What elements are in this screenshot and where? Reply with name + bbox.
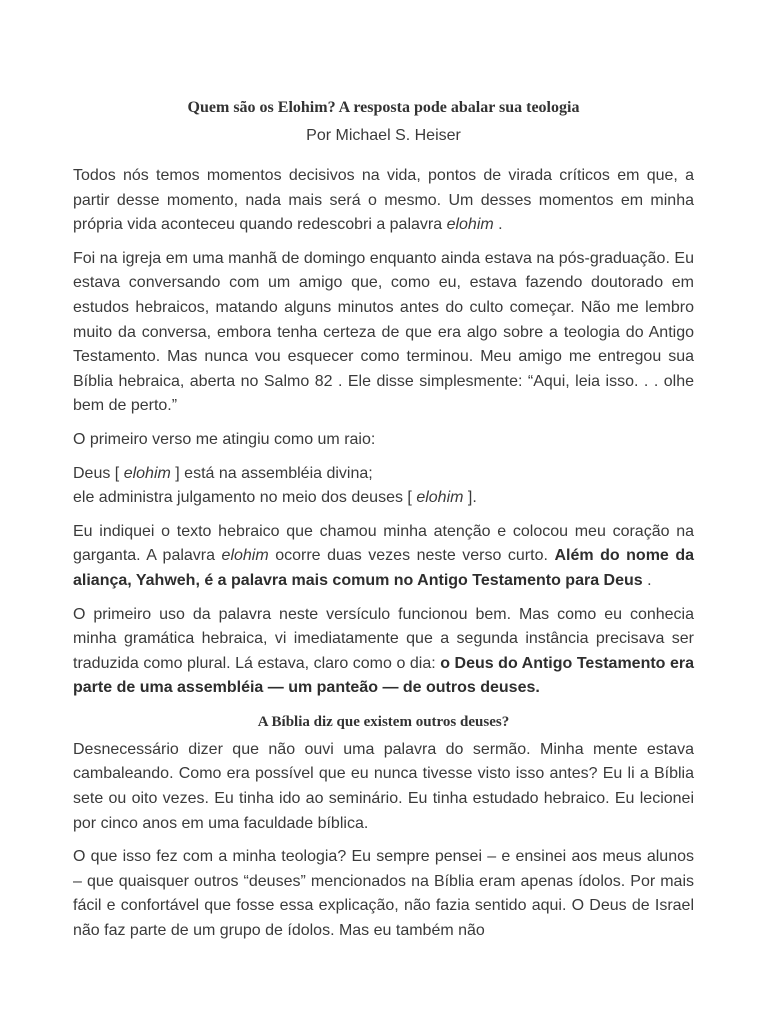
paragraph-1-text: Todos nós temos momentos decisivos na vida, pontos de virada críticos em que, a partir desse momento, nada mais será o mesmo. Um desses momentos em minha própria vida aconteceu quando redescobri a palavra — [73, 167, 694, 234]
paragraph-5-text: O primeiro uso da palavra neste versículo funcionou bem. Mas como eu conhecia minha gramática hebraica, vi imediatamente que a segunda instância precisava ser traduzida como plural. Lá estava, claro como o dia: — [73, 605, 694, 672]
verse-line-2-start: ele administra julgamento no meio dos deuses [ — [73, 489, 417, 507]
verse-line-1-end: ] está na assembléia divina; — [170, 464, 373, 482]
section-heading: A Bíblia diz que existem outros deuses? — [257, 713, 510, 730]
psalm-verse — [73, 462, 694, 511]
verse-line-1 — [73, 462, 694, 487]
paragraph-4-emphasis: elohim — [221, 547, 269, 565]
paragraph-7: O que isso fez com a minha teologia? Eu sempre pensei – e ensinei aos meus alunos – que quaisquer outros “deuses” mencionados na Bíblia eram apenas ídolos. Por mais fácil e confortável que fosse essa explicação, não fazia sentido aqui. O Deus de Israel não faz parte de um grupo de ídolos. Mas eu também não — [73, 848, 694, 940]
paragraph-4-end: . — [642, 571, 652, 589]
paragraph-5 — [73, 603, 694, 701]
paragraph-1 — [73, 164, 694, 238]
paragraph-6: Desnecessário dizer que não ouvi uma palavra do sermão. Minha mente estava cambaleando. Como era possível que eu nunca tivesse visto isso antes? Eu li a Bíblia sete ou oito vezes. Eu tinha ido ao seminário. Eu tinha estudado hebraico. Eu lecionei por cinco anos em uma faculdade bíblica. — [73, 740, 694, 832]
paragraph-4 — [73, 520, 694, 594]
paragraph-5-bold: o Deus do Antigo Testamento era parte de uma assembléia — um panteão — de outros deuses. — [73, 654, 694, 697]
author-byline: Por Michael S. Heiser — [306, 127, 461, 144]
paragraph-3: O primeiro verso me atingiu como um raio: — [73, 430, 376, 448]
paragraph-4-text: Eu indiquei o texto hebraico que chamou minha atenção e colocou meu coração na garganta. A palavra — [73, 522, 694, 565]
paragraph-4-bold: Além do nome da aliança, Yahweh, é a palavra mais comum no Antigo Testamento para Deus — [73, 547, 695, 589]
verse-line-2 — [73, 486, 694, 511]
paragraph-4-mid: ocorre duas vezes neste verso curto. — [268, 547, 555, 565]
document-page — [73, 96, 694, 953]
verse-line-1-emphasis: elohim — [123, 464, 171, 482]
paragraph-1-emphasis: elohim — [446, 216, 494, 234]
verse-line-2-emphasis: elohim — [416, 489, 464, 507]
verse-line-2-end: ]. — [463, 489, 477, 507]
paragraph-1-end: . — [493, 216, 503, 234]
document-title: Quem são os Elohim? A resposta pode abalar sua teologia — [187, 99, 580, 116]
verse-line-1-start: Deus [ — [73, 464, 124, 482]
paragraph-2: Foi na igreja em uma manhã de domingo enquanto ainda estava na pós-graduação. Eu estava conversando com um amigo que, como eu, estava fazendo doutorado em estudos hebraicos, matando alguns minutos antes do culto começar. Não me lembro muito da conversa, embora tenha certeza de que era algo sobre a teologia do Antigo Testamento. Mas nunca vou esquecer como terminou. Meu amigo me entregou sua Bíblia hebraica, aberta no Salmo 82 . Ele disse simplesmente: “Aqui, leia isso. . . olhe bem de perto.” — [73, 249, 694, 415]
